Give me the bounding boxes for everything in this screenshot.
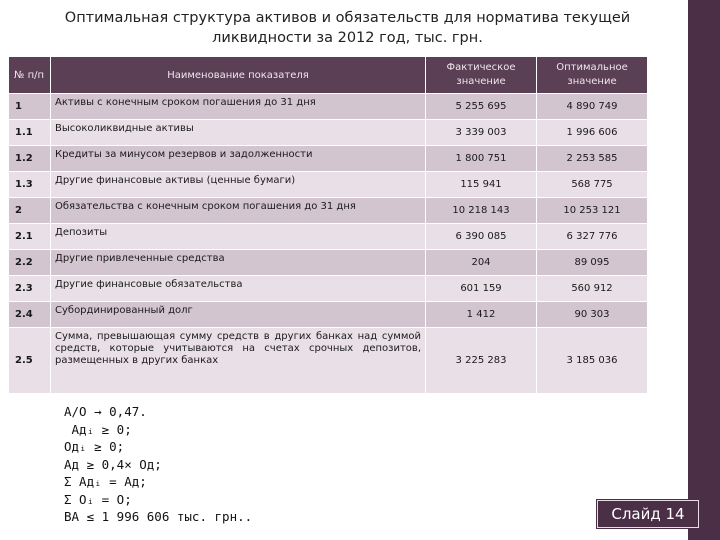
table-row [9,120,648,146]
row-optimal: 6 327 776 [537,224,648,250]
title-line-1: Оптимальная структура активов и обязательств для норматива текущей [64,10,631,26]
row-optimal: 10 253 121 [537,198,648,224]
row-optimal: 4 890 749 [537,94,648,120]
slide-number-label: Слайд 14 [597,500,699,528]
table-row [9,250,648,276]
row-optimal: 89 095 [537,250,648,276]
row-optimal: 90 303 [537,302,648,328]
formula-line: Одᵢ ≥ 0; [64,439,125,454]
right-decorative-bar [688,0,720,540]
row-fact: 601 159 [426,276,537,302]
row-num: 2.3 [9,276,51,302]
row-name: Другие финансовые обязательства [51,276,426,302]
row-num: 2.5 [9,328,51,394]
row-name: Активы с конечным сроком погашения до 31 дня [51,94,426,120]
formula-line: ВА ≤ 1 996 606 тыс. грн.. [64,509,253,524]
row-name: Сумма, превышающая сумму средств в других банках над суммой средств, которые учитываются на счетах срочных депозитов, размещенных в других банках [51,328,426,394]
row-fact: 115 941 [426,172,537,198]
row-num: 1.2 [9,146,51,172]
row-num: 1 [9,94,51,120]
row-optimal: 1 996 606 [537,120,648,146]
table-row [9,276,648,302]
page-title [40,8,655,48]
row-num: 1.1 [9,120,51,146]
row-optimal: 2 253 585 [537,146,648,172]
header-fact: Фактическое значение [426,57,537,94]
row-optimal: 568 775 [537,172,648,198]
row-fact: 1 800 751 [426,146,537,172]
table-row [9,94,648,120]
table-row [9,328,648,394]
table-row [9,224,648,250]
header-name: Наименование показателя [51,57,426,94]
table-row [9,172,648,198]
formula-line: Σ Адᵢ = Ад; [64,474,147,489]
row-num: 2.4 [9,302,51,328]
table-row [9,302,648,328]
row-fact: 6 390 085 [426,224,537,250]
formula-notes [64,403,252,526]
row-fact: 5 255 695 [426,94,537,120]
table-row [9,198,648,224]
formula-line: Σ Оᵢ = О; [64,491,132,507]
row-fact: 10 218 143 [426,198,537,224]
table-header-row [9,57,648,94]
row-num: 2.2 [9,250,51,276]
row-fact: 204 [426,250,537,276]
formula-line: А/О → 0,47. [64,404,147,419]
row-name: Высоколиквидные активы [51,120,426,146]
row-name: Субординированный долг [51,302,426,328]
row-fact: 1 412 [426,302,537,328]
row-optimal: 560 912 [537,276,648,302]
row-fact: 3 339 003 [426,120,537,146]
header-optimal: Оптимальное значение [537,57,648,94]
row-name: Депозиты [51,224,426,250]
row-optimal: 3 185 036 [537,328,648,394]
formula-line: Адᵢ ≥ 0; [64,421,132,437]
row-fact: 3 225 283 [426,328,537,394]
row-num: 2.1 [9,224,51,250]
row-num: 2 [9,198,51,224]
row-num: 1.3 [9,172,51,198]
table-row [9,146,648,172]
row-name: Обязательства с конечным сроком погашения до 31 дня [51,198,426,224]
row-name: Другие финансовые активы (ценные бумаги) [51,172,426,198]
data-table [8,56,648,394]
row-name: Другие привлеченные средства [51,250,426,276]
row-name: Кредиты за минусом резервов и задолженности [51,146,426,172]
header-num: № п/п [9,57,51,94]
title-line-2: ликвидности за 2012 год, тыс. грн. [212,30,483,46]
formula-line: Ад ≥ 0,4× Од; [64,456,162,472]
